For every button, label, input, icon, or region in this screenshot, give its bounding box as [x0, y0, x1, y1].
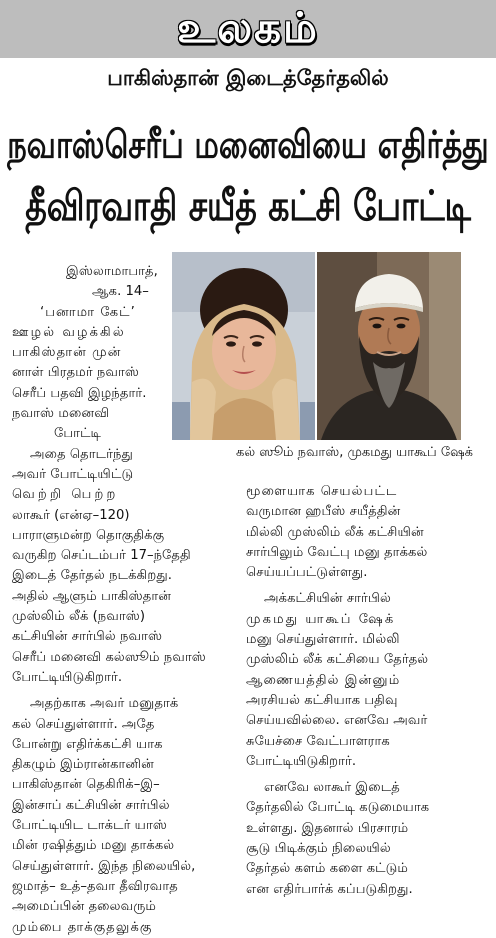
- article-line: மும்பை தாக்குதலுக்கு: [12, 919, 153, 935]
- article-line: ஜமாத்– உத்–தவா தீவிரவாத: [12, 878, 178, 894]
- kicker-heading: பாகிஸ்தான் இடைத்தேர்தலில்: [107, 66, 389, 90]
- headline-line-2: தீவிரவாதி சயீத் கட்சி போட்டி: [25, 181, 471, 230]
- article-line: தேர்தல் களம் களை கட்டும்: [246, 861, 409, 877]
- article-line: போன்று எதிர்க்கட்சி யாக: [12, 736, 163, 752]
- article-line: னாள் பிரதமர் நவாஸ்: [12, 365, 140, 381]
- article-line: அவர் போட்டியிட்டு: [12, 466, 134, 482]
- photo-caption: கல் ஸூம் நவாஸ், முகமது யாகூப் ஷேக்: [236, 445, 473, 460]
- article-line: சூடு பிடிக்கும் நிலையில்: [246, 841, 391, 857]
- article-line: செரீப் மனைவி கல்ஸூம் நவாஸ்: [12, 649, 206, 665]
- article-line: அதில் ஆளும் பாகிஸ்தான்: [12, 588, 172, 604]
- article-column-1: [12, 262, 238, 938]
- article-line: செய்யப்பட்டுள்ளது.: [246, 565, 368, 581]
- article-line: எனவே லாகூர் இடைத்: [264, 780, 400, 796]
- dateline-date: ஆக. 14–: [92, 284, 149, 300]
- article-line: பாகிஸ்தான் முன்: [12, 345, 122, 361]
- article-line: அமைப்பின் தலைவரும்: [12, 899, 157, 915]
- subheading: போட்டி: [54, 426, 102, 442]
- article-column-2: [246, 482, 486, 900]
- article-line: என எதிர்பார்க் கப்படுகிறது.: [246, 881, 413, 897]
- article-line: முஸ்லிம் லீக் கட்சியை தேர்தல்: [246, 652, 429, 668]
- photo-muhammad-yaqoob-sheikh: [317, 252, 461, 440]
- article-line: மூளையாக செயல்பட்ட: [246, 484, 398, 499]
- article-line: மின் ரஷித்தும் மனு தாக்கல்: [12, 838, 175, 854]
- article-line: மனு செய்துள்ளார். மில்லி: [246, 632, 400, 648]
- headline-line-1: நவாஸ்செரீப் மனைவியை எதிர்த்து: [7, 123, 489, 168]
- article-line: ஊழல் வழக்கில்: [12, 324, 126, 340]
- article-line: பாகிஸ்தான் தெகிரிக்–இ–: [12, 777, 160, 793]
- article-line: அதை தொடர்ந்து: [30, 446, 133, 462]
- article-line: செய்யவில்லை. எனவே அவர்: [246, 713, 428, 729]
- article-line: வெற்றி பெற்ற: [12, 487, 119, 503]
- article-line: செரீப் பதவி இழந்தார்.: [12, 385, 147, 401]
- article-line: போட்டியிடுகிறார்.: [12, 669, 123, 685]
- article-line: திகழும் இம்ரான்கானின்: [12, 757, 154, 773]
- article-line: பாராளுமன்ற தொகுதிக்கு: [12, 527, 165, 543]
- dateline: இஸ்லாமாபாத்,: [66, 264, 158, 279]
- article-line: வருகிற செப்டம்பர் 17–ந்தேதி: [12, 548, 191, 564]
- article-line: போட்டியிட டாக்டர் யாஸ்: [12, 818, 168, 834]
- section-title: உலகம்: [177, 3, 319, 52]
- article-line: வருமான ஹபீஸ் சயீத்தின்: [246, 504, 401, 520]
- article-line: சார்பிலும் வேட்பு மனு தாக்கல்: [246, 544, 428, 560]
- article-line: கட்சியின் சார்பில் நவாஸ்: [12, 629, 163, 645]
- article-line: ஆணையத்தில் இன்னும்: [246, 672, 401, 688]
- section-banner: [0, 0, 496, 58]
- article-line: அரசியல் கட்சியாக பதிவு: [246, 692, 398, 708]
- article-line: செய்துள்ளார். இந்த நிலையில்,: [12, 858, 196, 874]
- article-line: அதற்காக அவர் மனுதாக்: [30, 696, 179, 712]
- article-line: அக்கட்சியின் சார்பில்: [264, 591, 391, 607]
- article-line: இன்சாப் கட்சியின் சார்பில்: [12, 797, 170, 813]
- article-line: கல் செய்துள்ளார். அதே: [12, 716, 155, 732]
- article-line: முஸ்லிம் லீக் (நவாஸ்): [12, 609, 146, 625]
- article-line: முகமது யாகூப் ஷேக்: [246, 611, 396, 627]
- article-line: சுயேச்சை வேட்பாளராக: [246, 733, 390, 749]
- article-line: தேர்தலில் போட்டி கடுமையாக: [246, 800, 430, 816]
- article-line: இடைத் தேர்தல் நடக்கிறது.: [12, 568, 172, 584]
- portrait-man-image: [317, 252, 461, 440]
- article-line: மில்லி முஸ்லிம் லீக் கட்சியின்: [246, 524, 424, 540]
- article-line: ‘பனாமா கேட்’: [40, 304, 136, 320]
- article-line: லாகூர் (என்ஏ–120): [12, 507, 130, 523]
- article-line: போட்டியிடுகிறார்.: [246, 753, 357, 769]
- subheading: நவாஸ் மனைவி: [12, 406, 110, 422]
- article-line: உள்ளது. இதனால் பிரசாரம்: [246, 820, 409, 836]
